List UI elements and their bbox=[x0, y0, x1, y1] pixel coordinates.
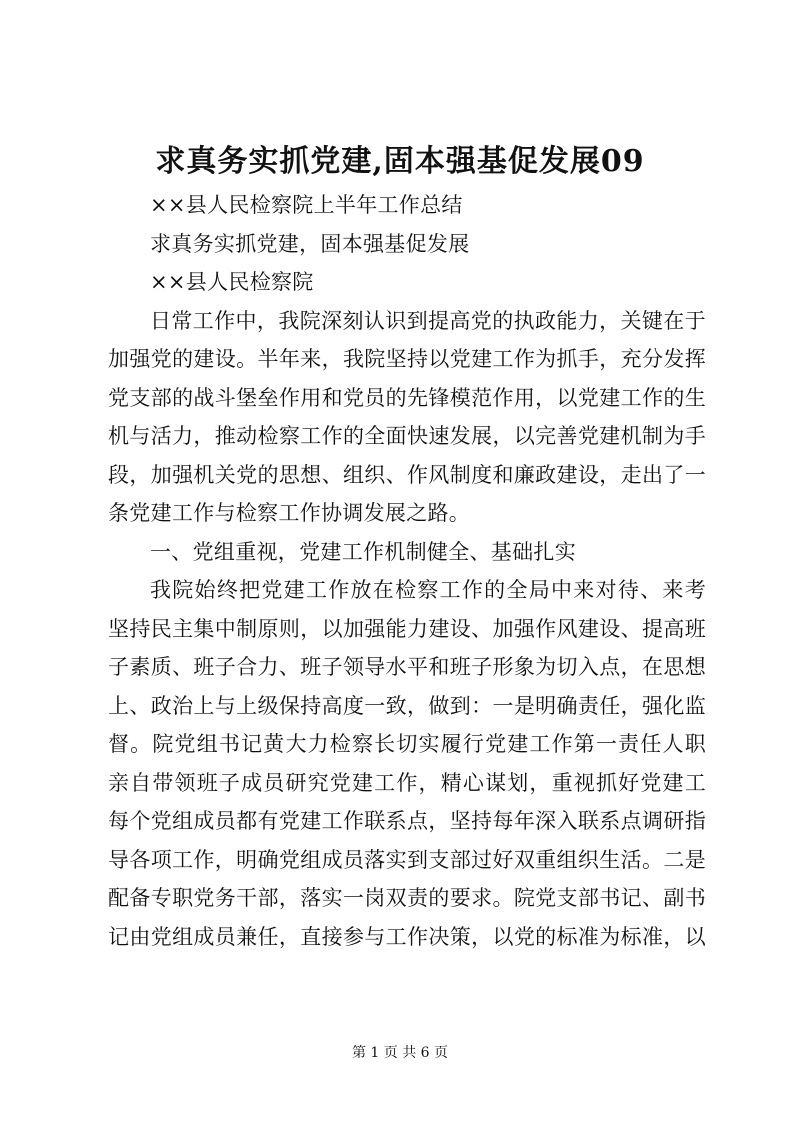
paragraph-line: 上、政治上与上级保持高度一致，做到：一是明确责任，强化监 bbox=[108, 693, 706, 718]
document-title: 求真务实抓党建,固本强基促发展09 bbox=[155, 144, 645, 179]
paragraph-line: 配备专职党务干部，落实一岗双责的要求。院党支部书记、副书 bbox=[108, 886, 706, 910]
paragraph-line: 加强党的建设。半年来，我院坚持以党建工作为抓手，充分发挥 bbox=[108, 347, 706, 371]
paragraph-line: 坚持民主集中制原则，以加强能力建设、加强作风建设、提高班 bbox=[108, 616, 706, 641]
paragraph-line: 子素质、班子合力、班子领导水平和班子形象为切入点，在思想 bbox=[108, 655, 706, 679]
paragraph-line: 每个党组成员都有党建工作联系点，坚持每年深入联系点调研指 bbox=[108, 809, 706, 833]
header-line-work-summary: ××县人民检察院上半年工作总结 bbox=[150, 193, 463, 217]
paragraph-line: 记由党组成员兼任，直接参与工作决策，以党的标准为标准，以 bbox=[108, 924, 706, 949]
paragraph-line: 导各项工作，明确党组成员落实到支部过好双重组织生活。二是 bbox=[108, 847, 706, 872]
paragraph-line: 党支部的战斗堡垒作用和党员的先锋模范作用，以党建工作的生 bbox=[108, 385, 706, 410]
paragraph-line: 段，加强机关党的思想、组织、作风制度和廉政建设，走出了一 bbox=[108, 462, 706, 487]
section-heading: 一、党组重视，党建工作机制健全、基础扎实 bbox=[150, 539, 576, 564]
document-body bbox=[108, 186, 706, 956]
paragraph-line: 机与活力，推动检察工作的全面快速发展，以完善党建机制为手 bbox=[108, 424, 706, 448]
page-indicator: 第 1 页 共 6 页 bbox=[351, 1045, 449, 1061]
header-line-organization: ××县人民检察院 bbox=[150, 270, 314, 294]
paragraph-line: 条党建工作与检察工作协调发展之路。 bbox=[108, 501, 471, 525]
paragraph-line: 我院始终把党建工作放在检察工作的全局中来对待、来考 bbox=[150, 578, 706, 602]
paragraph-line: 日常工作中，我院深刻认识到提高党的执政能力，关键在于 bbox=[150, 308, 706, 333]
paragraph-line: 督。院党组书记黄大力检察长切实履行党建工作第一责任人职 bbox=[108, 732, 706, 756]
header-line-subtitle: 求真务实抓党建，固本强基促发展 bbox=[150, 231, 470, 256]
paragraph-line: 亲自带领班子成员研究党建工作，精心谋划，重视抓好党建工 bbox=[108, 770, 706, 795]
